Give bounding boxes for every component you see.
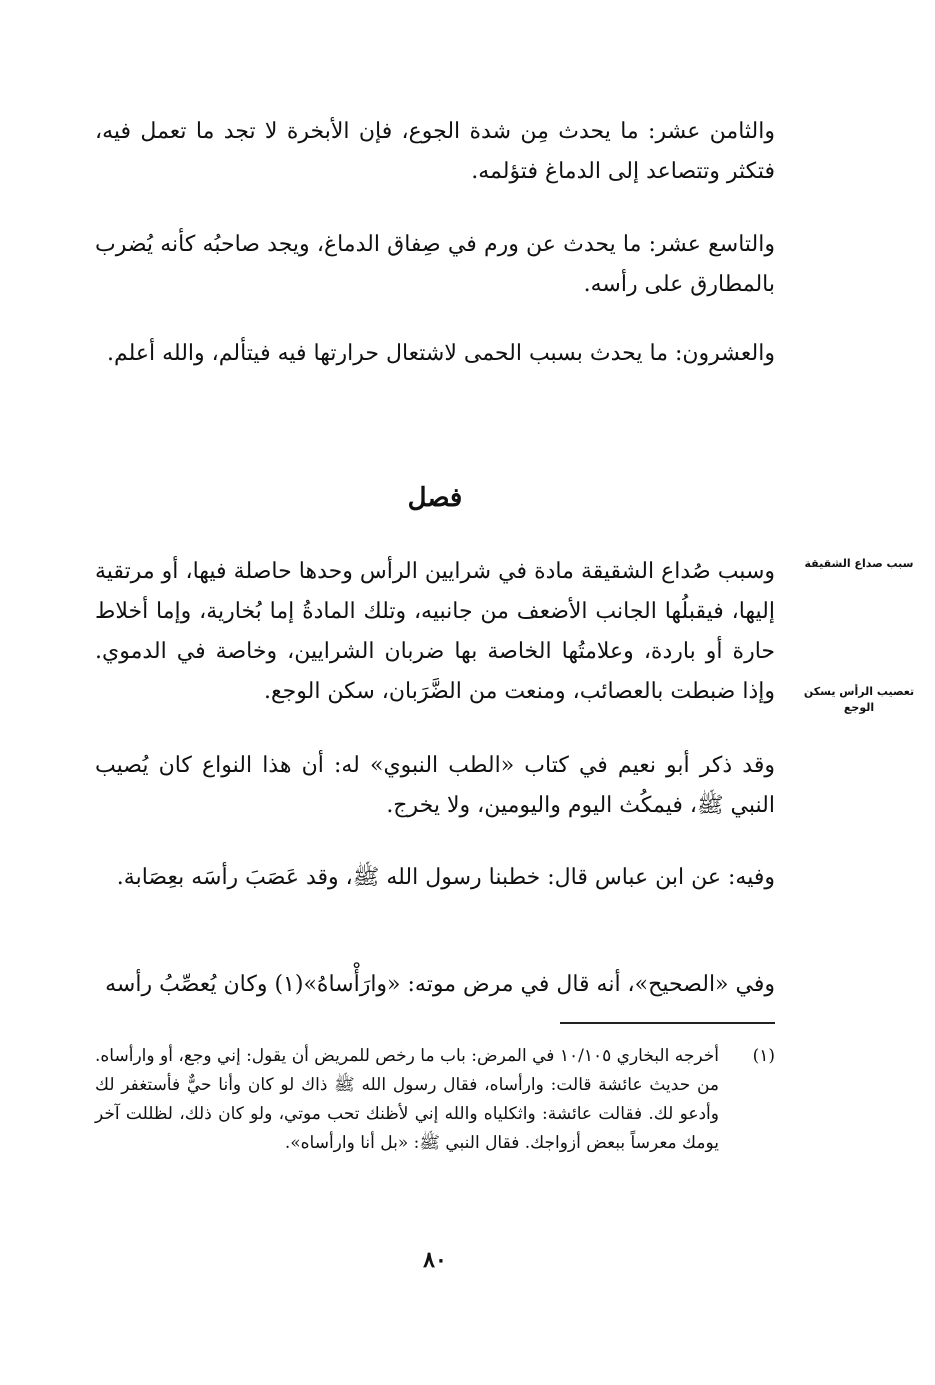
paragraph-ibn-abbas: وفيه: عن ابن عباس قال: خطبنا رسول الله ﷺ، وقد عَصَبَ رأسَه بعِصَابة. [116,865,775,890]
paragraph-sahih: وفي «الصحيح»، أنه قال في مرض موته: «وارَأْساهُ»(١) وكان يُعصِّبُ رأسه [105,972,775,997]
footnote [95,1042,775,1158]
section-heading: فصل [407,483,463,513]
footnote-text: أخرجه البخاري ١٠/١٠٥ في المرض: باب ما رخص للمريض أن يقول: إني وجع، أو وارأساه. من حديث عائشة قالت: وارأساه، فقال رسول الله ﷺ ذاك لو كان وأنا حيٌّ فأستغفر لك وأدعو لك. فقالت عائشة: واثكلياه والله إني لأظنك تحب موتي، ولو كان ذلك، لظللت آخر يومك معرساً ببعض أزواجك. فقال النبي ﷺ: «بل أنا وارأساه». [95,1046,719,1153]
paragraph-abu-nuaim: وقد ذكر أبو نعيم في كتاب «الطب النبوي» له: أن هذا النواع كان يُصيب النبي ﷺ، فيمكُث اليوم واليومين، ولا يخرج. [95,753,775,818]
margin-note-head-binding: تعصيب الرأس يسكن الوجع [803,685,915,714]
paragraph-nineteenth: والتاسع عشر: ما يحدث عن ورم في صِفاق الدماغ، ويجد صاحبُه كأنه يُضرب بالمطارق على رأسه. [95,232,775,297]
page-number: ٨٠ [423,1247,447,1273]
footnote-number: (١) [752,1046,775,1066]
paragraph-twentieth: والعشرون: ما يحدث بسبب الحمى لاشتعال حرارتها فيه فيتألم، والله أعلم. [106,341,775,366]
margin-note-migraine-cause: سبب صداع الشقيقة [804,557,914,570]
footnote-separator [560,1022,775,1024]
paragraph-migraine-cause: وسبب صُداع الشقيقة مادة في شرايين الرأس وحدها حاصلة فيها، أو مرتقية إليها، فيقبلُها الجانب الأضعف من جانبيه، وتلك المادةُ إما بُخارية، وإما أخلاط حارة أو باردة، وعلامتُها الخاصة بها ضربان الشرايين، وخاصة في الدموي. وإذا ضبطت بالعصائب، ومنعت من الضَّرَبان، سكن الوجع. [95,559,775,704]
paragraph-eighteenth: والثامن عشر: ما يحدث مِن شدة الجوع، فإن الأبخرة لا تجد ما تعمل فيه، فتكثر وتتصاعد إلى الدماغ فتؤلمه. [95,119,775,184]
